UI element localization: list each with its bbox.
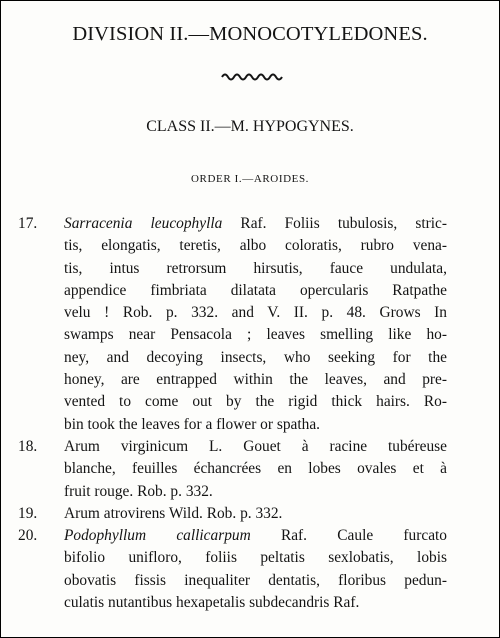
line-text: culatis nutantibus hexapetalis subdecandris Raf. (64, 594, 360, 612)
line-text: velu ! Rob. p. 332. and V. II. p. 48. Grows In (64, 304, 447, 322)
entry-line (64, 391, 447, 413)
line-text: Arum atrovirens Wild. Rob. p. 332. (64, 504, 283, 522)
division-heading: DIVISION II.—MONOCOTYLEDONES. (72, 23, 428, 45)
species-name: Podophyllum callicarpum (64, 527, 251, 545)
entry (1, 436, 500, 503)
entry-line (64, 258, 447, 280)
entry-line (64, 458, 447, 480)
line-text: bifolio unifloro, foliis peltatis sexlobatis, lobis (64, 549, 447, 567)
entry-line (64, 369, 447, 391)
entry-line (64, 481, 447, 503)
line-text: fruit rouge. Rob. p. 332. (64, 482, 213, 500)
entry-line (64, 302, 447, 324)
entry-line (64, 570, 447, 592)
entry (1, 525, 500, 614)
entry-line (18, 525, 448, 547)
line-text: tis, elongatis, teretis, albo coloratis, rubro vena- (64, 237, 447, 255)
line-text: swamps near Pensacola ; leaves smelling like ho- (64, 326, 447, 344)
species-name: Sarracenia leucophylla (64, 215, 223, 232)
entries-list (1, 213, 500, 614)
line-text: appendice fimbriata dilatata opercularis Ratpathe (64, 281, 447, 299)
line-text: ney, and decoying insects, who seeking for the (64, 348, 447, 366)
order-heading: ORDER I.—AROIDES. (190, 173, 310, 185)
entry-number: 19. (18, 504, 38, 522)
line-text: Arum virginicum L. Gouet à racine tubéreuse (64, 437, 447, 455)
entry-line (18, 436, 447, 458)
entry-number: 17. (18, 215, 38, 232)
line-text: Raf. Caule furcato (250, 527, 448, 545)
entry-line (64, 592, 447, 614)
line-text: tis, intus retrorsum hirsutis, fauce undulata, (64, 259, 447, 277)
entry-line (64, 347, 447, 369)
entry-line (64, 280, 447, 302)
entry-number: 18. (18, 437, 38, 455)
entry-line (64, 547, 447, 569)
line-text: vented to come out by the rigid thick hairs. Ro- (64, 393, 447, 411)
entry-line (64, 414, 447, 436)
line-text: blanche, feuilles échancrées en lobes ovales et à (64, 460, 447, 478)
class-heading: CLASS II.—M. HYPOGYNES. (146, 118, 354, 135)
line-text: bin took the leaves for a flower or spatha. (64, 415, 320, 433)
entry-line (18, 213, 447, 235)
entry-line (18, 503, 447, 525)
ornament-divider (221, 71, 283, 81)
entry (1, 503, 500, 525)
line-text: Raf. Foliis tubulosis, stric- (222, 215, 447, 232)
entry (1, 213, 500, 436)
entry-line (64, 235, 447, 257)
entry-number: 20. (18, 527, 38, 545)
line-text: honey, are entrapped within the leaves, and pre- (64, 371, 447, 389)
entry-line (64, 324, 447, 346)
line-text: obovatis fissis inequaliter dentatis, floribus pedun- (64, 571, 447, 589)
